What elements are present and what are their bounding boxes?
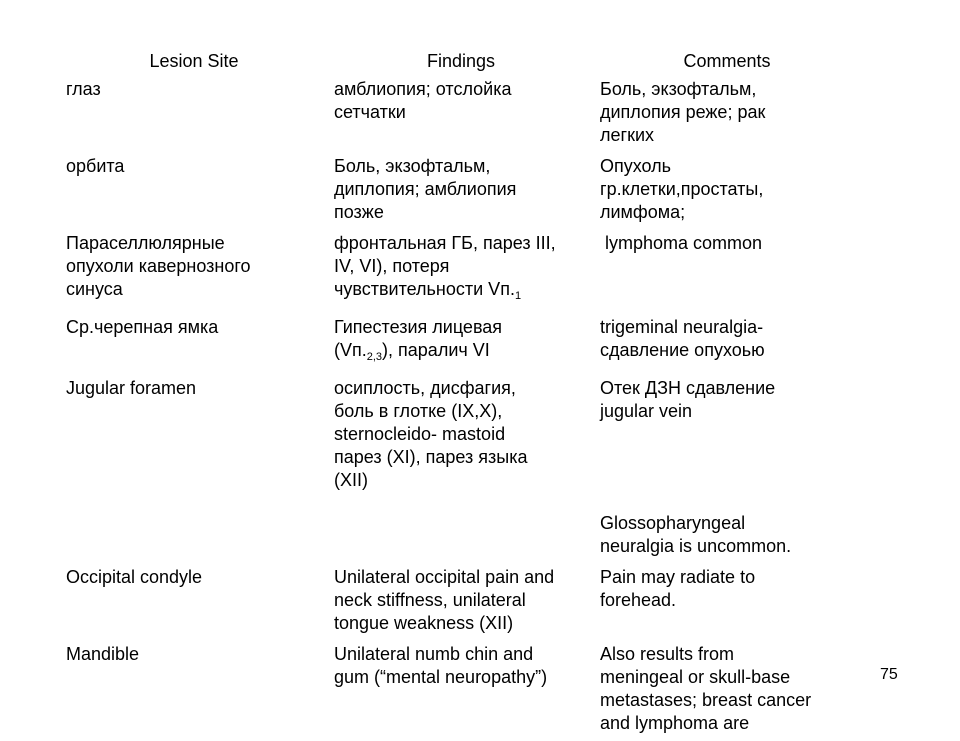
page-number: 75 <box>880 666 898 683</box>
cell-line: сетчатки <box>334 102 406 122</box>
cell-line: Occipital condyle <box>66 567 203 587</box>
cell-site <box>60 375 328 498</box>
cell-line: tongue weakness (XII) <box>334 613 514 633</box>
cell-line: sternocleido- mastoid <box>334 424 506 444</box>
header-findings: Findings <box>426 51 496 71</box>
cell-line: боль в глотке (IX,X), <box>334 401 503 421</box>
cell-line: Also results from <box>600 644 735 664</box>
cell-line: (XII) <box>334 470 368 490</box>
cell-line: сдавление опухоью <box>600 340 765 360</box>
table-row <box>60 76 860 153</box>
cell-line: trigeminal neuralgia- <box>600 317 764 337</box>
table-row <box>60 641 860 741</box>
cell-line: гр.клетки,простаты, <box>600 179 764 199</box>
cell-line: gum (“mental neuropathy”) <box>334 667 548 687</box>
cell-findings <box>328 230 594 314</box>
cell-line: Glossopharyngeal <box>600 513 746 533</box>
cell-findings <box>328 375 594 498</box>
cell-line: Mandible <box>66 644 140 664</box>
cell-line: орбита <box>66 156 125 176</box>
cell-comments <box>594 230 860 314</box>
cell-comments <box>594 498 860 564</box>
cell-line: and lymphoma are <box>600 713 750 733</box>
cell-site <box>60 641 328 741</box>
cell-line-with-sub <box>334 339 588 369</box>
cell-line: осиплость, дисфагия, <box>334 378 516 398</box>
cell-line: лимфома; <box>600 202 686 222</box>
lesion-table <box>60 48 860 741</box>
cell-line: Ср.черепная ямка <box>66 317 219 337</box>
cell-line: Параселлюлярные <box>66 233 225 253</box>
cell-line: forehead. <box>600 590 677 610</box>
cell-line: lymphoma common <box>600 233 763 253</box>
cell-line: легких <box>600 125 655 145</box>
cell-line: Pain may radiate to <box>600 567 756 587</box>
table-header-row <box>60 48 860 76</box>
cell-line: IV, VI), потеря <box>334 256 450 276</box>
table-row <box>60 314 860 375</box>
cell-comments <box>594 641 860 741</box>
cell-line: позже <box>334 202 384 222</box>
cell-line: Гипестезия лицевая <box>334 317 503 337</box>
subscript: 1 <box>514 290 522 302</box>
table-row <box>60 375 860 498</box>
cell-comments <box>594 76 860 153</box>
cell-findings <box>328 153 594 230</box>
cell-line: амблиопия; отслойка <box>334 79 512 99</box>
table-row <box>60 498 860 564</box>
cell-findings <box>328 76 594 153</box>
cell-findings <box>328 314 594 375</box>
cell-line: neuralgia is uncommon. <box>600 536 792 556</box>
cell-line: глаз <box>66 79 101 99</box>
cell-line: jugular vein <box>600 401 693 421</box>
cell-line: Отек ДЗН сдавление <box>600 378 776 398</box>
cell-line-with-sub <box>334 278 588 308</box>
cell-line: Unilateral occipital pain and <box>334 567 555 587</box>
cell-line: metastases; breast cancer <box>600 690 812 710</box>
cell-site <box>60 564 328 641</box>
table-row <box>60 153 860 230</box>
cell-line: meningeal or skull-base <box>600 667 791 687</box>
cell-text: ), паралич VI <box>382 340 490 360</box>
cell-line: синуса <box>66 279 123 299</box>
cell-line: Опухоль <box>600 156 672 176</box>
cell-comments <box>594 375 860 498</box>
cell-line: диплопия; амблиопия <box>334 179 517 199</box>
cell-line: Jugular foramen <box>66 378 197 398</box>
cell-line: Боль, экзофтальм, <box>334 156 491 176</box>
header-comments: Comments <box>683 51 771 71</box>
cell-text: (Vп. <box>334 340 367 360</box>
cell-line: парез (XI), парез языка <box>334 447 528 467</box>
cell-comments <box>594 153 860 230</box>
cell-line: опухоли кавернозного <box>66 256 251 276</box>
cell-comments <box>594 314 860 375</box>
header-lesion-site: Lesion Site <box>149 51 239 71</box>
cell-line: neck stiffness, unilateral <box>334 590 526 610</box>
subscript: 2,3 <box>366 351 383 363</box>
cell-site <box>60 498 328 564</box>
cell-line: Боль, экзофтальм, <box>600 79 757 99</box>
cell-site <box>60 314 328 375</box>
cell-text: чувствительности Vп. <box>334 279 515 299</box>
table-row <box>60 564 860 641</box>
cell-findings <box>328 641 594 741</box>
cell-site <box>60 230 328 314</box>
cell-site <box>60 153 328 230</box>
cell-findings <box>328 498 594 564</box>
table-row <box>60 230 860 314</box>
cell-line: Unilateral numb chin and <box>334 644 534 664</box>
cell-line: фронтальная ГБ, парез III, <box>334 233 556 253</box>
cell-site <box>60 76 328 153</box>
cell-line: диплопия реже; рак <box>600 102 766 122</box>
cell-findings <box>328 564 594 641</box>
cell-comments <box>594 564 860 641</box>
